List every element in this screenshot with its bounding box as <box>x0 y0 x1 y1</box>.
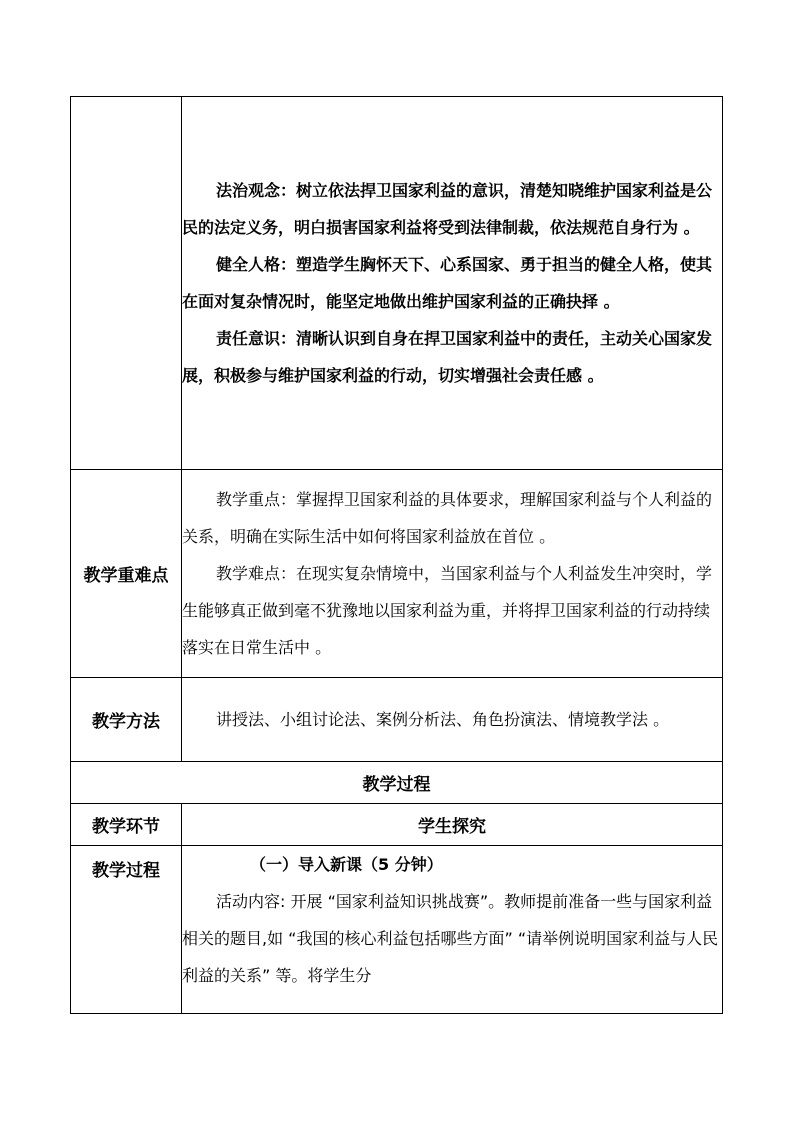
literacy-personality: 健全人格：塑造学生胸怀天下、心系国家、勇于担当的健全人格，使其在面对复杂情况时，能坚定地做出维护国家利益的正确抉择 。 <box>182 255 713 311</box>
key-points-row <box>71 470 723 678</box>
stage-value: 学生探究 <box>182 804 723 846</box>
lead-in-activity: 活动内容: 开展 “国家利益知识挑战赛”。教师提前准备一些与国家利益相关的题目,如 “我国的核心利益包括哪些方面” “请举例说明国家利益与人民利益的关系” 等。将学生分 <box>182 892 719 985</box>
methods-row <box>71 678 723 762</box>
methods-text: 讲授法、小组讨论法、案例分析法、角色扮演法、情境教学法 。 <box>216 710 670 729</box>
process-label: 教学过程 <box>71 846 182 1014</box>
literacy-label-cell <box>71 97 182 470</box>
process-row <box>71 846 723 1014</box>
methods-content-cell <box>182 678 723 762</box>
process-content-cell <box>182 846 723 1014</box>
key-points-content-cell <box>182 470 723 678</box>
teaching-focus: 教学重点：掌握捍卫国家利益的具体要求，理解国家利益与个人利益的关系，明确在实际生活中如何将国家利益放在首位 。 <box>182 490 713 546</box>
methods-label: 教学方法 <box>71 678 182 762</box>
literacy-responsibility: 责任意识：清晰认识到自身在捍卫国家利益中的责任，主动关心国家发展，积极参与维护国家利益的行动，切实增强社会责任感 。 <box>182 329 713 385</box>
lead-in-section-title: （一）导入新课（5 分钟） <box>250 855 443 874</box>
process-title: 教学过程 <box>71 762 723 804</box>
literacy-content-cell <box>182 97 723 470</box>
literacy-rule-of-law: 法治观念：树立依法捍卫国家利益的意识，清楚知晓维护国家利益是公民的法定义务，明白损害国家利益将受到法律制裁，依法规范自身行为 。 <box>182 181 713 237</box>
key-points-label: 教学重难点 <box>71 470 182 678</box>
lesson-plan-table <box>70 96 723 1014</box>
teaching-difficulty: 教学难点：在现实复杂情境中，当国家利益与个人利益发生冲突时，学生能够真正做到毫不犹豫地以国家利益为重，并将捍卫国家利益的行动持续落实在日常生活中 。 <box>182 564 713 657</box>
stage-header-row <box>71 804 723 846</box>
process-title-row <box>71 762 723 804</box>
literacy-row <box>71 97 723 470</box>
stage-label: 教学环节 <box>71 804 182 846</box>
